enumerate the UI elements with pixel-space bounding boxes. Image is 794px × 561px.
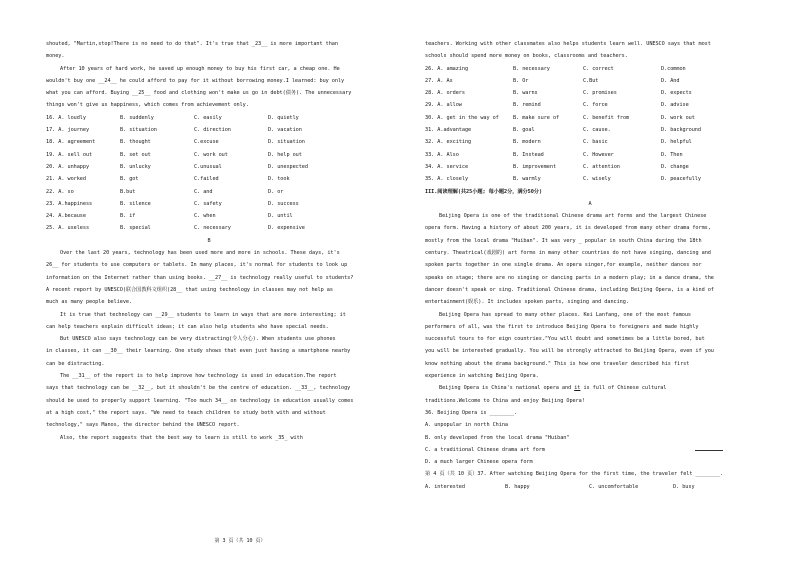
option-row (425, 136, 755, 148)
option-row (46, 161, 372, 173)
option-a: 31. A.advantage (425, 127, 472, 134)
text-line: entertainment(娱乐). It includes spoken parts, singing and dancing. (425, 299, 629, 306)
section-label-a: A (588, 200, 592, 207)
question-37: 第 4 页（共 10 页）37. After watching Beijing Opera for the first time, the traveler felt ________. (425, 471, 724, 478)
option-c: C. and (194, 188, 213, 195)
option-b: B.but (120, 188, 136, 195)
section-title-reading: III.阅读理解(共25小题; 每小题2分，满分50分) (425, 188, 543, 195)
option-c: C.failed (194, 176, 219, 183)
option-c: C. wisely (583, 176, 611, 183)
option-d: D. expects (661, 90, 692, 97)
option-b: B. special (120, 225, 151, 232)
option-b: B. suddenly (120, 114, 154, 121)
underlined-word: it (574, 385, 581, 392)
option-c: C. basic (583, 139, 608, 146)
option-a: 32. A. exciting (425, 139, 472, 146)
answer-blank-line (695, 450, 723, 451)
option-c: C. work out (194, 151, 228, 158)
options-list-26-35 (425, 63, 755, 186)
option-row (425, 149, 755, 161)
option-d: D. advise (661, 102, 689, 109)
section-label-b: B (207, 237, 211, 244)
option-a: 22. A. so (46, 188, 74, 195)
option-b: B. got (120, 176, 139, 183)
text-line: technology," says Manos, the director behind the UNESCO report. (46, 422, 240, 429)
text-span: Beijing Opera is China's national opera and (439, 385, 575, 392)
text-line: schools should spend more money on books, classrooms and teachers. (425, 53, 628, 60)
option-d: D. change (661, 163, 689, 170)
right-column (425, 38, 755, 493)
text-line: After 10 years of hard work, he saved up enough money to buy his first car, a cheap one. He (60, 65, 340, 72)
option-b: B. improvement (513, 163, 557, 170)
text-line: speaks on stage; there are no singing or dancing parts in a modern play; in a dance drama, the (425, 274, 714, 281)
answer-option: B. only developed from the local drama "Huiban" (425, 434, 570, 441)
option-b: B. set out (120, 151, 151, 158)
text-line: in classes, it can __30__ their learning. One study shows that even just having a smartphone nearby (46, 348, 351, 355)
option-b: B. Or (513, 77, 529, 84)
text-line: mostly from the local drama "Huiban". It was very _ popular in south China during the 18th (425, 237, 702, 244)
text-line: information on the Internet rather than using books. __27__ is technology really useful to students? (46, 274, 354, 281)
text-line: know nothing about the drama background." This is how one traveler described his first (425, 360, 690, 367)
option-d: D. Then (661, 151, 683, 158)
option-row (425, 63, 755, 75)
option-d: D. vacation (268, 127, 302, 134)
question-36: 36. Beijing Opera is ________. (425, 409, 518, 416)
option-c: C. direction (194, 127, 231, 134)
option-row (46, 173, 372, 185)
option-a: 19. A. sell out (46, 151, 93, 158)
option-a: 27. A. As (425, 77, 453, 84)
text-line: Over the last 20 years, technology has been used more and more in schools. These days, it's (60, 250, 340, 257)
option-row (425, 99, 755, 111)
option-b: B. goal (513, 127, 535, 134)
option-b: B. modern (513, 139, 541, 146)
option-row (425, 124, 755, 136)
text-line: 26__ for students to use computers or tablets. In many places, it's normal for students to look up (46, 262, 348, 269)
option-row (46, 210, 372, 222)
option-d: D. unexpected (268, 163, 308, 170)
option-d: D. took (268, 176, 290, 183)
text-line: Also, the report suggests that the best way to learn is still to work _35_ with (60, 434, 303, 441)
text-line: spoken parts together in one single drama. An opera singer,for example, neither dances nor (425, 262, 702, 269)
option-row (46, 112, 372, 124)
option-c: C. easily (194, 114, 222, 121)
option-row (425, 75, 755, 87)
option-d: D. quietly (268, 114, 299, 121)
option-a: A. interested (425, 483, 465, 490)
option-b: B. warns (513, 90, 538, 97)
text-line: much as many people believe. (46, 299, 133, 306)
option-row (46, 124, 372, 136)
option-c: C. benefit from (583, 114, 630, 121)
option-a: 35. A. closely (425, 176, 469, 183)
text-line: successful tours to for eign countries."You will doubt and sometimes be a little bored, but (425, 336, 705, 343)
option-c: C. safety (194, 200, 222, 207)
option-a: 17. A. journey (46, 127, 90, 134)
option-b: B. if (120, 213, 136, 220)
option-b: B. situation (120, 127, 157, 134)
option-c: C. necessary (194, 225, 231, 232)
left-column (46, 38, 372, 444)
option-d: D. situation (268, 139, 305, 146)
option-row (46, 198, 372, 210)
option-c: C. promises (583, 90, 617, 97)
question-37-options (425, 481, 755, 493)
answer-option: A. unpopular in north China (425, 422, 508, 429)
option-b: B. make sure of (513, 114, 560, 121)
text-line: It is true that technology can __29__ students to learn in ways that are more interesting; it (60, 311, 346, 318)
text-line: The __31__ of the report is to help improve how technology is used in education.The report (60, 373, 337, 380)
text-line: says that technology can be __32__, but it shouldn't be the centre of education. __33__, technology (46, 385, 351, 392)
option-b: B. happy (505, 483, 530, 490)
option-a: 23. A.happiness (46, 200, 93, 207)
text-line: A recent report by UNESCO(联合国教科文组织)28__ that using technology in classes may not help as (46, 286, 333, 293)
option-c: C. correct (583, 65, 614, 72)
option-a: 33. A. Also (425, 151, 459, 158)
option-b: B. warmly (513, 176, 541, 183)
option-c: C. attention (583, 163, 620, 170)
option-d: D. peacefully (661, 176, 701, 183)
option-d: D. And (661, 77, 680, 84)
option-a: 21. A. worked (46, 176, 86, 183)
option-d: D. help out (268, 151, 302, 158)
text-line: experience in watching Beijing Opera. (425, 373, 539, 380)
option-c: C. cause. (583, 127, 611, 134)
text-line: century. Theatrical(戏剧的) art forms in many other countries do not have singing, dancing and (425, 250, 711, 257)
text-line: can be distracting. (46, 360, 105, 367)
option-a: 16. A. loudly (46, 114, 86, 121)
text-line: traditions.Welcome to China and enjoy Beijing Opera! (425, 397, 585, 404)
option-row (46, 186, 372, 198)
text-line: should be used to properly support learning. "Too much 34__ on technology in education usually comes (46, 397, 354, 404)
text-line: performers of all, was the first to introduce Beijing Opera to foreigners and made highly (425, 323, 699, 330)
option-row (425, 173, 755, 185)
option-a: 25. A. useless (46, 225, 90, 232)
option-row (425, 87, 755, 99)
text-line: shouted, "Martin,stop!There is no need to do that". It's true that _23__ is more important than (46, 41, 338, 47)
option-b: B. remind (513, 102, 541, 109)
option-d: D. busy (673, 483, 695, 490)
option-c: C.excuse (194, 139, 219, 146)
text-span: is full of Chinese cultural (580, 385, 667, 392)
answer-option-text: C. a traditional Chinese drama art form (425, 446, 545, 453)
option-a: 34. A. service (425, 163, 469, 170)
option-row (425, 112, 755, 124)
option-d: D. work out (661, 114, 695, 121)
option-row (46, 222, 372, 234)
option-b: B. necessary (513, 65, 550, 72)
option-c: C. However (583, 151, 614, 158)
option-d: D. until (268, 213, 293, 220)
text-line: opera form. Having a history of about 200 years, it is developed from many other drama forms, (425, 225, 711, 232)
text-line: things won't give us happiness, which comes from achievement only. (46, 102, 249, 109)
page-footer-left: 第 3 页（共 10 页） (214, 538, 266, 544)
answer-option: D. a much larger Chinese opera form (425, 459, 533, 466)
option-a: 24. A.because (46, 213, 86, 220)
option-row (46, 136, 372, 148)
text-line: dancer doesn't speak or sing. Traditional Chinese drama, including Beijing Opera, is a kind of (425, 286, 714, 293)
text-line: what you can afford. Buying __25__ food and clothing won't make us go in debt(债务). The unnecessary (46, 90, 352, 97)
option-a: 20. A. unhappy (46, 163, 90, 170)
option-c: C.But (583, 77, 599, 84)
text-line: Beijing Opera is one of the traditional Chinese drama art forms and the largest Chinese (439, 213, 707, 220)
option-a: 26. A. amazing (425, 65, 469, 72)
option-a: 30. A. get in the way of (425, 114, 499, 121)
option-d: D.common (661, 65, 686, 72)
option-b: B. unlucky (120, 163, 151, 170)
text-line: can help teachers explain difficult ideas; it can also help students who have special needs. (46, 323, 329, 330)
option-row (425, 161, 755, 173)
option-c: C. uncomfortable (589, 483, 639, 490)
text-line (425, 382, 755, 394)
text-line: wouldn't buy one __24__ he could afford to pay for it without borrowing money.I learned: buy only (46, 77, 345, 84)
option-d: D. helpful (661, 139, 692, 146)
option-c: C.unusual (194, 163, 222, 170)
option-c: C. force (583, 102, 608, 109)
text-line: you will be interested gradually. You will be strongly attracted to Beijing Opera, even if you (425, 348, 714, 355)
option-d: D. expensive (268, 225, 305, 232)
option-d: D. success (268, 200, 299, 207)
option-a: 18. A. agreement (46, 139, 96, 146)
text-line: money. (46, 53, 65, 60)
text-line: at a high cost," the report says. "We need to teach children to study both with and without (46, 409, 326, 416)
option-row (46, 149, 372, 161)
answer-option (425, 444, 755, 456)
option-d: D. or (268, 188, 284, 195)
option-a: 29. A. allow (425, 102, 462, 109)
option-d: D. background (661, 127, 701, 134)
options-list-16-25 (46, 112, 372, 235)
option-a: 28. A. orders (425, 90, 465, 97)
text-line: teachers. Working with other classmates also helps students learn well. UNESCO says that most (425, 41, 711, 47)
text-line: But UNESCO also says technology can be very distracting(令人分心). When students use phones (60, 336, 336, 343)
option-b: B. thought (120, 139, 151, 146)
option-c: C. when (194, 213, 216, 220)
option-b: B. Instead (513, 151, 544, 158)
option-b: B. silence (120, 200, 151, 207)
text-line: Beijing Opera has spread to many other places. Kei Lanfang, one of the most famous (439, 311, 691, 318)
